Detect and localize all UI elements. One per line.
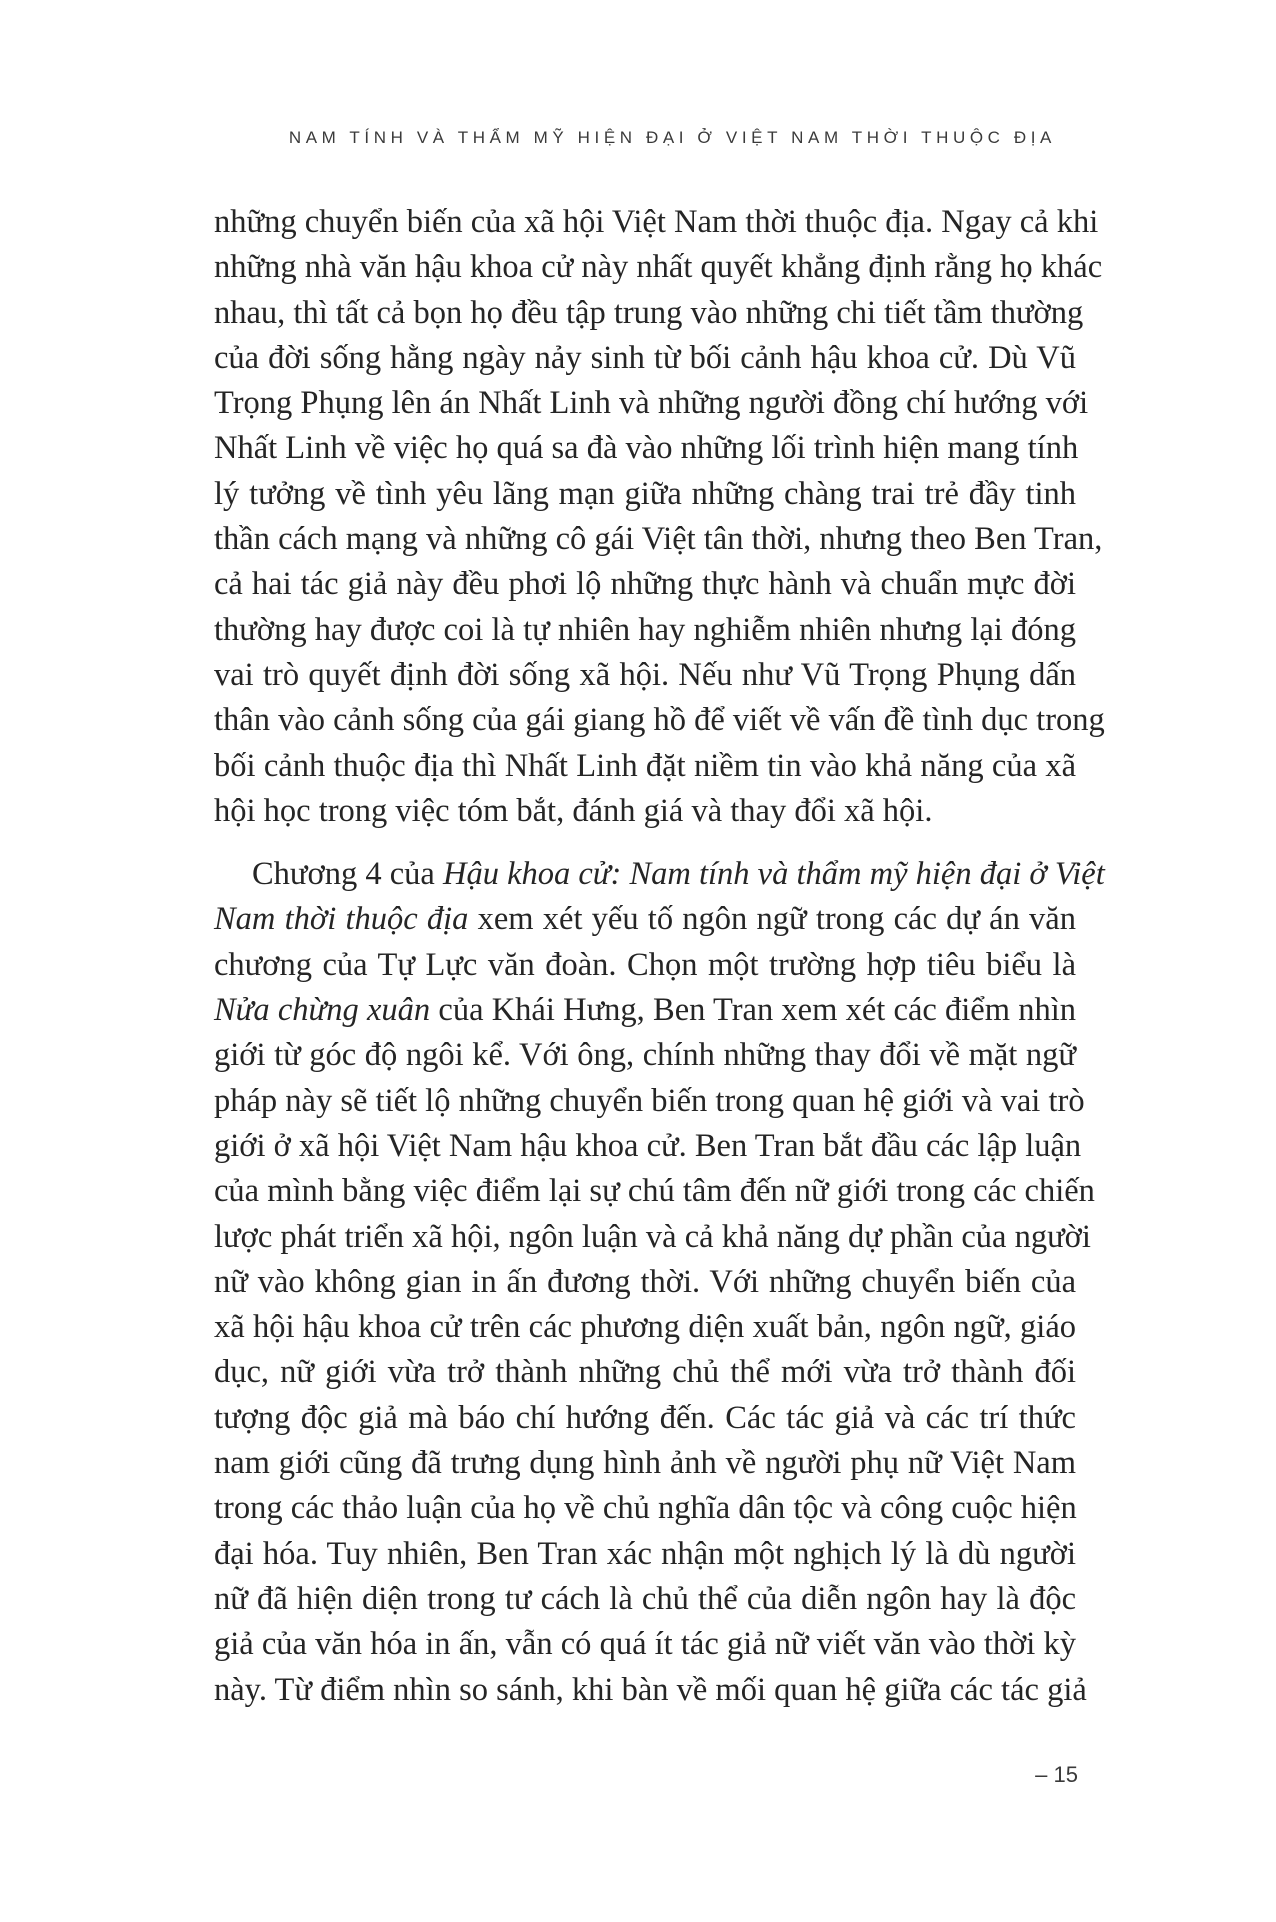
text-line: chương của Tự Lực văn đoàn. Chọn một trường hợp tiêu biểu là: [214, 946, 1076, 983]
paragraph-1: [214, 200, 1105, 834]
text-line: xã hội hậu khoa cử trên các phương diện xuất bản, ngôn ngữ, giáo: [214, 1309, 1076, 1346]
text-line: thần cách mạng và những cô gái Việt tân thời, nhưng theo Ben Tran,: [214, 521, 1103, 558]
text-line: nữ vào không gian in ấn đương thời. Với những chuyển biến của: [214, 1263, 1076, 1300]
paragraph-spacing: [214, 834, 1076, 852]
book-title-italic: Hậu khoa cử: Nam tính và thẩm mỹ hiện đại ở Việt: [442, 856, 1105, 893]
page-number: – 15: [1035, 1762, 1078, 1787]
text-run: xem xét yếu tố ngôn ngữ trong các dự án văn: [468, 901, 1076, 938]
text-line: những nhà văn hậu khoa cử này nhất quyết khẳng định rằng họ khác: [214, 249, 1103, 286]
text-run: của Khái Hưng, Ben Tran xem xét các điểm nhìn: [430, 992, 1077, 1029]
text-line: thân vào cảnh sống của gái giang hồ để viết về vấn đề tình dục trong: [214, 702, 1105, 739]
text-line: này. Từ điểm nhìn so sánh, khi bàn về mối quan hệ giữa các tác giả: [214, 1671, 1087, 1708]
text-line: nữ đã hiện diện trong tư cách là chủ thể của diễn ngôn hay là độc: [214, 1580, 1076, 1617]
text-line: giới từ góc độ ngôi kể. Với ông, chính những thay đổi về mặt ngữ: [214, 1037, 1076, 1074]
text-line: Nhất Linh về việc họ quá sa đà vào những lối trình hiện mang tính: [214, 430, 1079, 467]
text-line: nam giới cũng đã trưng dụng hình ảnh về người phụ nữ Việt Nam: [214, 1445, 1076, 1482]
text-line: của đời sống hằng ngày nảy sinh từ bối cảnh hậu khoa cử. Dù Vũ: [214, 339, 1076, 376]
text-line: của mình bằng việc điểm lại sự chú tâm đến nữ giới trong các chiến: [214, 1173, 1095, 1210]
book-title-italic: Nam thời thuộc địa: [214, 901, 469, 938]
novel-title-italic: Nửa chừng xuân: [214, 992, 431, 1029]
text-line: [214, 852, 1105, 897]
text-line: cả hai tác giả này đều phơi lộ những thực hành và chuẩn mực đời: [214, 566, 1076, 603]
running-header: NAM TÍNH VÀ THẨM MỸ HIỆN ĐẠI Ở VIỆT NAM THỜI THUỘC ĐỊA: [288, 128, 1056, 147]
text-line: [214, 988, 1076, 1033]
text-run: Chương 4 của: [252, 856, 443, 893]
body-text: [214, 200, 1105, 1713]
text-line: nhau, thì tất cả bọn họ đều tập trung vào những chi tiết tầm thường: [214, 294, 1084, 331]
text-line: giới ở xã hội Việt Nam hậu khoa cử. Ben Tran bắt đầu các lập luận: [214, 1127, 1082, 1164]
text-line: hội học trong việc tóm bắt, đánh giá và thay đổi xã hội.: [214, 792, 933, 829]
text-line: đại hóa. Tuy nhiên, Ben Tran xác nhận một nghịch lý là dù người: [214, 1535, 1076, 1572]
text-line: thường hay được coi là tự nhiên hay nghiễm nhiên nhưng lại đóng: [214, 611, 1076, 648]
text-line: Trọng Phụng lên án Nhất Linh và những người đồng chí hướng với: [214, 385, 1089, 422]
text-line: tượng độc giả mà báo chí hướng đến. Các tác giả và các trí thức: [214, 1399, 1076, 1436]
text-line: những chuyển biến của xã hội Việt Nam thời thuộc địa. Ngay cả khi: [214, 204, 1099, 240]
text-line: dục, nữ giới vừa trở thành những chủ thể mới vừa trở thành đối: [214, 1354, 1076, 1391]
text-line: giả của văn hóa in ấn, vẫn có quá ít tác giả nữ viết văn vào thời kỳ: [214, 1626, 1076, 1663]
paragraph-2: [214, 852, 1105, 1713]
text-line: [214, 897, 1076, 942]
text-line: bối cảnh thuộc địa thì Nhất Linh đặt niềm tin vào khả năng của xã: [214, 747, 1076, 784]
text-line: lý tưởng về tình yêu lãng mạn giữa những chàng trai trẻ đầy tinh: [214, 475, 1076, 512]
text-line: trong các thảo luận của họ về chủ nghĩa dân tộc và công cuộc hiện: [214, 1490, 1077, 1527]
text-line: pháp này sẽ tiết lộ những chuyển biến trong quan hệ giới và vai trò: [214, 1082, 1085, 1119]
text-line: vai trò quyết định đời sống xã hội. Nếu như Vũ Trọng Phụng dấn: [214, 656, 1076, 693]
text-line: lược phát triển xã hội, ngôn luận và cả khả năng dự phần của người: [214, 1218, 1091, 1255]
